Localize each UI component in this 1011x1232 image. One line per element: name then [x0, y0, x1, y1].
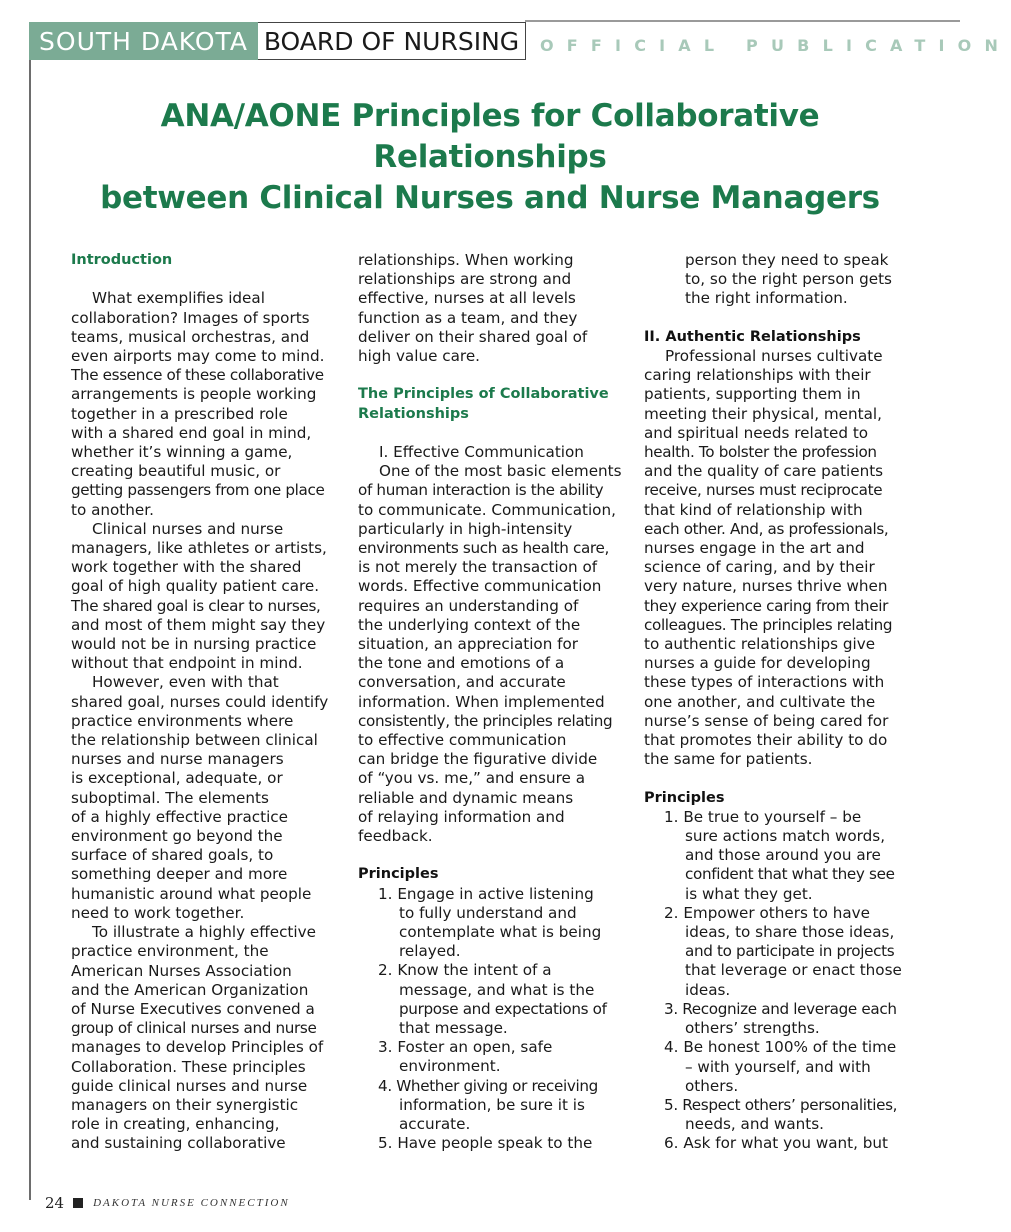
- publication-name: DAKOTA NURSE CONNECTION: [93, 1197, 290, 1209]
- text-line: nurses and nurse managers: [71, 750, 284, 769]
- list-item-cont: that message.: [399, 1019, 508, 1038]
- text-line: they experience caring from their: [644, 596, 888, 615]
- text-line: the underlying context of the: [358, 615, 581, 634]
- list-item: 3. Foster an open, safe: [378, 1038, 553, 1057]
- principles-list-heading: Principles: [358, 866, 439, 883]
- list-item: 1. Be true to yourself – be: [664, 807, 862, 826]
- list-item-cont: needs, and wants.: [685, 1115, 824, 1134]
- text-line: even airports may come to mind.: [71, 347, 325, 365]
- text-line: managers, like athletes or artists,: [71, 539, 327, 558]
- text-line: meeting their physical, mental,: [644, 404, 882, 423]
- text-line: arrangements is people working: [71, 385, 317, 404]
- text-line: One of the most basic elements: [379, 462, 622, 481]
- text-line: and most of them might say they: [71, 615, 326, 634]
- text-line: creating beautiful music, or: [71, 462, 281, 481]
- text-line: caring relationships with their: [644, 366, 871, 385]
- list-item-cont: purpose and expectations of: [399, 999, 607, 1018]
- text-line: receive, nurses must reciprocate: [644, 481, 883, 500]
- text-line: that promotes their ability to do: [644, 731, 888, 750]
- list-item: 5. Have people speak to the: [378, 1134, 593, 1153]
- list-item-cont: contemplate what is being: [399, 923, 602, 942]
- list-item-cont: accurate.: [399, 1115, 471, 1134]
- text-line: and sustaining collaborative: [71, 1134, 286, 1153]
- text-line: suboptimal. The elements: [71, 788, 269, 807]
- text-line: effective, nurses at all levels: [358, 289, 576, 308]
- text-line: of a highly effective practice: [71, 807, 288, 826]
- text-line: each other. And, as professionals,: [644, 519, 889, 538]
- principles-heading-cont: Relationships: [358, 405, 469, 422]
- text-line: need to work together.: [71, 903, 245, 922]
- title-line-1: ANA/AONE Principles for Collaborative Relationships: [160, 98, 820, 175]
- list-item: 4. Be honest 100% of the time: [664, 1038, 897, 1057]
- article-title: [60, 96, 920, 219]
- text-line: of relaying information and: [358, 807, 565, 826]
- list-item-cont: and those around you are: [685, 846, 881, 865]
- column-3: [644, 251, 916, 1154]
- principles-heading: The Principles of Collaborative: [358, 386, 609, 403]
- list-item: 3. Recognize and leverage each: [664, 999, 897, 1018]
- text-line: the same for patients.: [644, 750, 813, 769]
- text-line: to another.: [71, 500, 154, 519]
- masthead-board: BOARD OF NURSING: [258, 22, 526, 60]
- list-item: 2. Know the intent of a: [378, 961, 552, 980]
- text-line: Collaboration. These principles: [71, 1057, 306, 1076]
- text-line: reliable and dynamic means: [358, 788, 574, 807]
- text-line: shared goal, nurses could identify: [71, 692, 329, 711]
- text-line: is not merely the transaction of: [358, 558, 598, 577]
- column-1: [71, 251, 343, 1154]
- effective-communication-subheading: I. Effective Communication: [379, 443, 584, 461]
- text-line: manages to develop Principles of: [71, 1038, 324, 1057]
- text-line: To illustrate a highly effective: [92, 923, 316, 942]
- text-line: one another, and cultivate the: [644, 692, 876, 711]
- text-line: Clinical nurses and nurse: [92, 519, 284, 538]
- text-line: would not be in nursing practice: [71, 635, 317, 654]
- text-line: these types of interactions with: [644, 673, 885, 692]
- text-line: very nature, nurses thrive when: [644, 577, 888, 596]
- masthead-state: SOUTH DAKOTA: [29, 22, 258, 60]
- text-line: guide clinical nurses and nurse: [71, 1076, 308, 1095]
- square-bullet-icon: [73, 1198, 83, 1208]
- text-line: situation, an appreciation for: [358, 635, 579, 654]
- principles-list-heading: Principles: [644, 789, 725, 806]
- official-publication-label: OFFICIAL PUBLICATION: [540, 36, 1011, 55]
- text-line: American Nurses Association: [71, 961, 292, 980]
- text-line: the tone and emotions of a: [358, 654, 565, 673]
- list-item-cont: to fully understand and: [399, 903, 577, 922]
- list-item-cont: ideas.: [685, 980, 731, 999]
- text-line: relationships are strong and: [358, 270, 572, 289]
- text-line: requires an understanding of: [358, 596, 579, 615]
- text-line: nurses engage in the art and: [644, 539, 865, 558]
- list-item-cont: relayed.: [399, 942, 461, 961]
- text-line: together in a prescribed role: [71, 404, 288, 423]
- list-item-cont: confident that what they see: [685, 865, 895, 884]
- text-line: words. Effective communication: [358, 577, 602, 596]
- text-line: the relationship between clinical: [71, 731, 318, 750]
- list-item-cont: message, and what is the: [399, 980, 595, 999]
- text-line: collaboration? Images of sports: [71, 308, 310, 327]
- list-item-cont: to, so the right person gets: [685, 270, 892, 289]
- text-line: to communicate. Communication,: [358, 500, 616, 519]
- text-line: role in creating, enhancing,: [71, 1115, 280, 1134]
- text-line: of Nurse Executives convened a: [71, 999, 315, 1018]
- text-line: nurses a guide for developing: [644, 654, 871, 673]
- text-line: particularly in high-intensity: [358, 519, 573, 538]
- page-number: 24: [45, 1194, 65, 1212]
- text-line: of “you vs. me,” and ensure a: [358, 769, 586, 788]
- text-line: whether it’s winning a game,: [71, 443, 293, 462]
- introduction-heading: Introduction: [71, 252, 173, 268]
- text-line: teams, musical orchestras, and: [71, 327, 310, 346]
- text-line: group of clinical nurses and nurse: [71, 1019, 317, 1038]
- text-line: The essence of these collaborative: [71, 366, 324, 385]
- text-line: is exceptional, adequate, or: [71, 769, 283, 788]
- text-line: managers on their synergistic: [71, 1095, 299, 1114]
- text-line: Professional nurses cultivate: [665, 347, 883, 365]
- text-line: of human interaction is the ability: [358, 481, 604, 500]
- text-line: deliver on their shared goal of: [358, 327, 588, 346]
- list-item: 1. Engage in active listening: [378, 884, 594, 903]
- text-line: to effective communication: [358, 731, 567, 750]
- text-line: goal of high quality patient care.: [71, 577, 320, 596]
- list-item-cont: person they need to speak: [685, 251, 889, 269]
- text-line: environments such as health care,: [358, 539, 609, 558]
- text-line: that kind of relationship with: [644, 500, 863, 519]
- text-line: colleagues. The principles relating: [644, 615, 893, 634]
- page-footer: [45, 1194, 290, 1212]
- text-line: humanistic around what people: [71, 884, 312, 903]
- text-line: can bridge the figurative divide: [358, 750, 598, 769]
- text-line: The shared goal is clear to nurses,: [71, 596, 321, 615]
- text-line: to authentic relationships give: [644, 635, 876, 654]
- text-line: without that endpoint in mind.: [71, 654, 303, 673]
- text-line: getting passengers from one place: [71, 481, 325, 500]
- text-line: consistently, the principles relating: [358, 711, 613, 730]
- list-item: 5. Respect others’ personalities,: [664, 1095, 898, 1114]
- title-line-2: between Clinical Nurses and Nurse Managers: [100, 180, 880, 216]
- column-2: [358, 251, 630, 1154]
- list-item-cont: the right information.: [685, 289, 848, 308]
- text-line: feedback.: [358, 827, 433, 846]
- text-line: information. When implemented: [358, 692, 605, 711]
- list-item-cont: that leverage or enact those: [685, 961, 902, 980]
- list-item-cont: sure actions match words,: [685, 827, 886, 846]
- list-item: 4. Whether giving or receiving: [378, 1076, 598, 1095]
- text-line: high value care.: [358, 347, 480, 366]
- text-line: work together with the shared: [71, 558, 302, 577]
- text-line: environment go beyond the: [71, 827, 283, 846]
- list-item-cont: – with yourself, and with: [685, 1057, 871, 1076]
- list-item-cont: others.: [685, 1076, 739, 1095]
- header-rule: [525, 20, 960, 22]
- list-item-cont: environment.: [399, 1057, 501, 1076]
- text-line: and the quality of care patients: [644, 462, 884, 481]
- text-line: with a shared end goal in mind,: [71, 423, 312, 442]
- text-line: practice environments where: [71, 711, 294, 730]
- authentic-relationships-heading: II. Authentic Relationships: [644, 328, 861, 345]
- text-line: patients, supporting them in: [644, 385, 861, 404]
- text-line: and the American Organization: [71, 980, 309, 999]
- list-item-cont: ideas, to share those ideas,: [685, 923, 895, 942]
- text-line: function as a team, and they: [358, 308, 578, 327]
- list-item-cont: others’ strengths.: [685, 1019, 820, 1038]
- text-line: health. To bolster the profession: [644, 443, 877, 462]
- text-line: and spiritual needs related to: [644, 423, 869, 442]
- masthead: [29, 22, 526, 60]
- text-line: surface of shared goals, to: [71, 846, 274, 865]
- text-line: science of caring, and by their: [644, 558, 875, 577]
- text-line: something deeper and more: [71, 865, 288, 884]
- list-item-cont: information, be sure it is: [399, 1095, 585, 1114]
- list-item: 2. Empower others to have: [664, 903, 871, 922]
- text-line: nurse’s sense of being cared for: [644, 711, 889, 730]
- text-line: However, even with that: [92, 673, 279, 692]
- text-line: practice environment, the: [71, 942, 269, 961]
- list-item: 6. Ask for what you want, but: [664, 1134, 889, 1153]
- text-line: What exemplifies ideal: [92, 289, 265, 308]
- list-item-cont: and to participate in projects: [685, 942, 895, 961]
- text-line: relationships. When working: [358, 251, 574, 269]
- text-line: conversation, and accurate: [358, 673, 566, 692]
- page-left-rule: [29, 60, 31, 1200]
- list-item-cont: is what they get.: [685, 884, 813, 903]
